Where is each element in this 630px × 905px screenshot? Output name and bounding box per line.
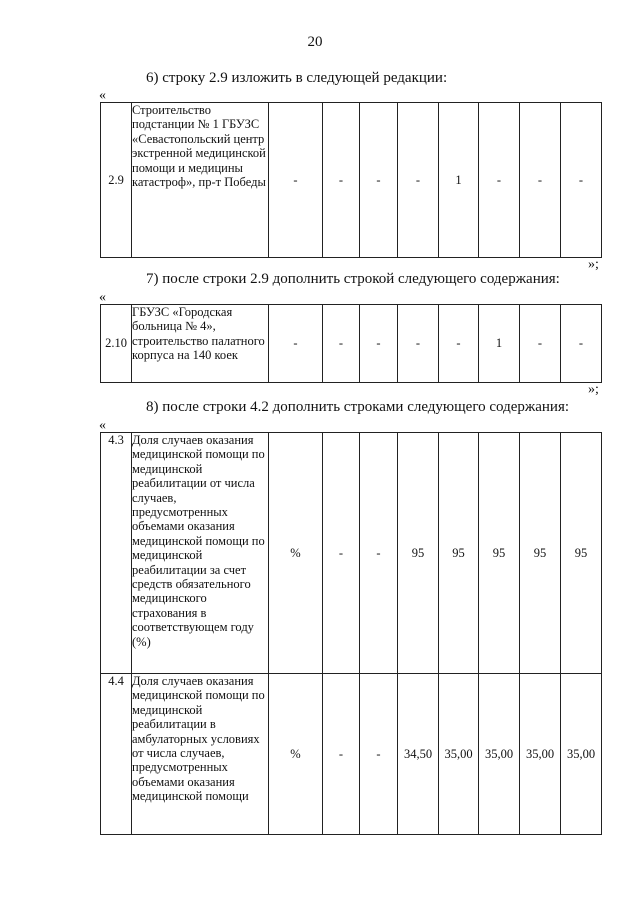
- row-unit: -: [269, 305, 323, 383]
- row-value: 95: [398, 433, 439, 674]
- row-value: -: [561, 103, 602, 258]
- row-value: 1: [439, 103, 479, 258]
- close-mark: »;: [588, 257, 599, 272]
- row-value: -: [561, 305, 602, 383]
- table-row-2-10: [100, 304, 602, 383]
- row-value: -: [360, 433, 398, 674]
- row-value: -: [360, 674, 398, 835]
- page-number: 20: [307, 34, 323, 50]
- row-value: -: [360, 305, 398, 383]
- row-unit: %: [269, 433, 323, 674]
- open-quote: «: [99, 290, 106, 305]
- row-value: -: [323, 305, 360, 383]
- row-value: -: [323, 674, 360, 835]
- row-value: 35,00: [520, 674, 561, 835]
- row-number: 4.3: [101, 433, 132, 674]
- row-number: 2.9: [101, 103, 132, 258]
- row-number: 4.4: [101, 674, 132, 835]
- row-unit: %: [269, 674, 323, 835]
- row-value: -: [520, 103, 561, 258]
- close-mark: »;: [588, 382, 599, 397]
- row-number: 2.10: [101, 305, 132, 383]
- row-value: 95: [479, 433, 520, 674]
- row-name: ГБУЗС «Городская больница № 4», строительство палатного корпуса на 140 коек: [132, 305, 269, 383]
- open-quote: «: [99, 418, 106, 433]
- row-name: Доля случаев оказания медицинской помощи по медицинской реабилитации от числа случаев, предусмотренных объемами оказания медицинской помощи по медицинской реабилитации за счет средств обязательного медицинского страхования в соответствующем году (%): [132, 433, 269, 674]
- row-value: 35,00: [561, 674, 602, 835]
- row-value: -: [398, 305, 439, 383]
- row-value: 35,00: [439, 674, 479, 835]
- row-name: Строительство подстанции № 1 ГБУЗС «Севастопольский центр экстренной медицинской помощи и медицины катастроф», пр-т Победы: [132, 103, 269, 258]
- row-value: -: [479, 103, 520, 258]
- table-row: [101, 103, 602, 258]
- row-value: 1: [479, 305, 520, 383]
- row-value: -: [323, 433, 360, 674]
- heading-item-7: 7) после строки 2.9 дополнить строкой следующего содержания:: [146, 271, 560, 287]
- row-value: -: [520, 305, 561, 383]
- row-name: Доля случаев оказания медицинской помощи по медицинской реабилитации в амбулаторных условиях от числа случаев, предусмотренных объемами оказания медицинской помощи: [132, 674, 269, 835]
- row-value: 95: [561, 433, 602, 674]
- row-value: 35,00: [479, 674, 520, 835]
- row-value: 95: [520, 433, 561, 674]
- open-quote: «: [99, 88, 106, 103]
- row-value: -: [398, 103, 439, 258]
- table-rows-4-3-4-4: [100, 432, 602, 835]
- table-row: [101, 433, 602, 674]
- row-value: -: [439, 305, 479, 383]
- heading-item-8: 8) после строки 4.2 дополнить строками следующего содержания:: [146, 399, 570, 415]
- table-row: [101, 674, 602, 835]
- row-value: -: [323, 103, 360, 258]
- row-value: 34,50: [398, 674, 439, 835]
- row-value: 95: [439, 433, 479, 674]
- row-unit: -: [269, 103, 323, 258]
- heading-item-6: 6) строку 2.9 изложить в следующей редакции:: [146, 70, 448, 86]
- table-row: [101, 305, 602, 383]
- row-value: -: [360, 103, 398, 258]
- table-row-2-9: [100, 102, 602, 258]
